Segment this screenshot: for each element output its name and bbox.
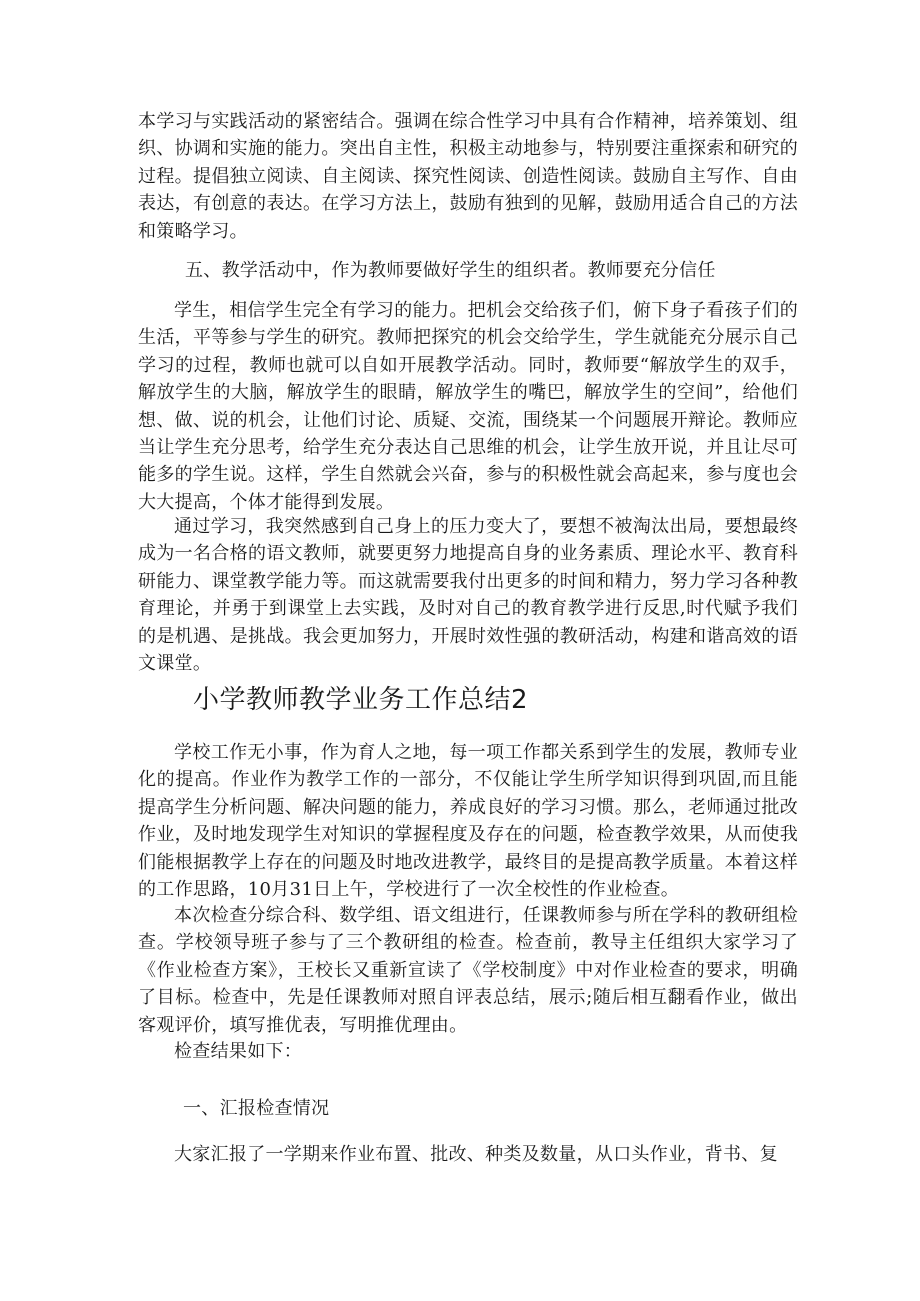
paragraph-homework-intro: 学校工作无小事，作为育人之地，每一项工作都关系到学生的发展，教师专业化的提高。作业作为教学工作的一部分，不仅能让学生所学知识得到巩固,而且能提高学生分析问题、解决问题的能力，养成良好的学习习惯。那么，老师通过批改作业，及时地发现学生对知识的掌握程度及存在的问题，检查教学效果，从而使我们能根据教学上存在的问题及时地改进教学，最终目的是提高教学质量。本着这样的工作思路，10月31日上午，学校进行了一次全校性的作业检查。 (138, 742, 798, 901)
results-intro: 检查结果如下： (174, 1041, 303, 1062)
paragraph-report-start: 大家汇报了一学期来作业布置、批改、种类及数量，从口头作业，背书、复 (174, 1144, 778, 1165)
subheading-report: 一、汇报检查情况 (183, 1098, 330, 1119)
paragraph-trust-students: 学生，相信学生完全有学习的能力。把机会交给孩子们，俯下身子看孩子们的生活，平等参与学生的研究。教师把探究的机会交给学生，学生就能充分展示自己学习的过程，教师也就可以自如开展教学活动。同时，教师要“解放学生的双手，解放学生的大脑，解放学生的眼睛，解放学生的嘴巴，解放学生的空间”，给他们想、做、说的机会，让他们讨论、质疑、交流，围绕某一个问题展开辩论。教师应当让学生充分思考，给学生充分表达自己思维的机会，让学生放开说，并且让尽可能多的学生说。这样，学生自然就会兴奋，参与的积极性就会高起来，参与度也会大大提高，个体才能得到发展。 (138, 300, 798, 513)
section-title: 小学教师教学业务工作总结2 (193, 685, 529, 715)
paragraph-inspection-process: 本次检查分综合科、数学组、语文组进行，任课教师参与所在学科的教研组检查。学校领导班子参与了三个教研组的检查。检查前，教导主任组织大家学习了《作业检查方案》，王校长又重新宣读了《学校制度》中对作业检查的要求，明确了目标。检查中，先是任课教师对照自评表总结，展示;随后相互翻看作业，做出客观评价，填写推优表，写明推优理由。 (138, 905, 798, 1036)
heading-item-five: 五、教学活动中，作为教师要做好学生的组织者。教师要充分信任 (185, 260, 716, 281)
paragraph-reflection: 通过学习，我突然感到自己身上的压力变大了，要想不被淘汰出局，要想最终成为一名合格的语文教师，就要更努力地提高自身的业务素质、理论水平、教育科研能力、课堂教学能力等。而这就需要我付出更多的时间和精力，努力学习各种教育理论，并勇于到课堂上去实践，及时对自己的教育教学进行反思,时代赋予我们的是机遇、是挑战。我会更加努力，开展时效性强的教研活动，构建和谐高效的语文课堂。 (138, 516, 798, 675)
paragraph-learning-practice: 本学习与实践活动的紧密结合。强调在综合性学习中具有合作精神，培养策划、组织、协调和实施的能力。突出自主性，积极主动地参与，特别要注重探索和研究的过程。提倡独立阅读、自主阅读、探究性阅读、创造性阅读。鼓励自主写作、自由表达，有创意的表达。在学习方法上，鼓励有独到的见解，鼓励用适合自己的方法和策略学习。 (138, 111, 798, 242)
